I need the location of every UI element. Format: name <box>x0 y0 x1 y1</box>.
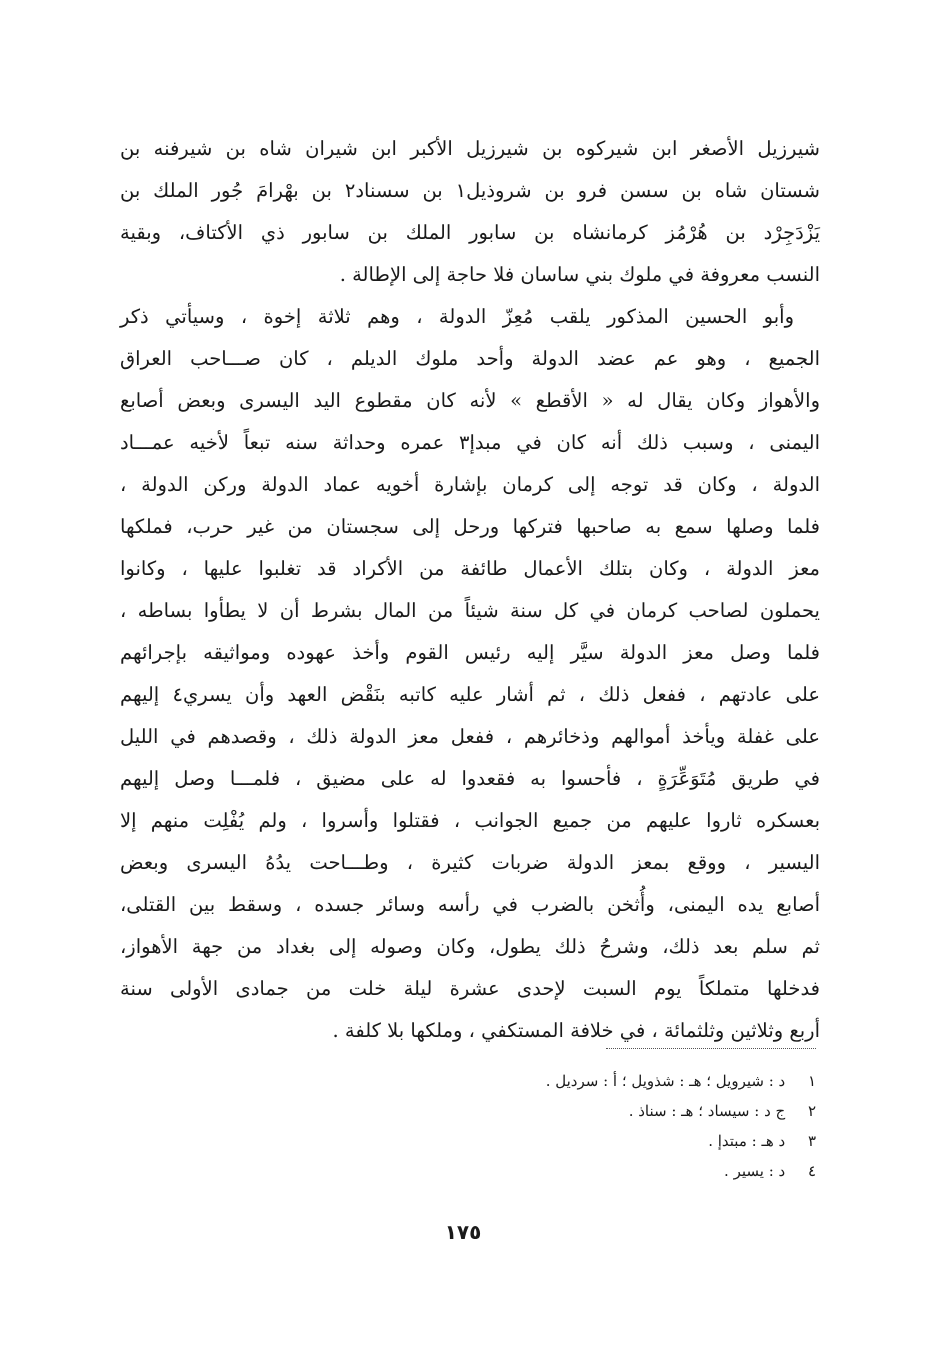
footnote-text: د : شيرويل ؛ هـ : شذويل ؛ أ : سرديل . <box>545 1072 786 1090</box>
text-line: أصابع يده اليمنى، وأُثخن بالضرب في رأسه وسائر جسده ، وسقط بين القتلى، <box>120 893 820 916</box>
footnote-divider <box>606 1048 816 1049</box>
text-line: وأبو الحسين المذكور يلقب مُعِزّ الدولة ، وهم ثلاثة إخوة ، وسيأتي ذكر <box>120 305 794 328</box>
text-line: اليمنى ، وسبب ذلك أنه كان في مبدإ٣ عمره وحداثة سنه تبعاً لأخيه عمـــاد <box>120 431 820 454</box>
page-number: ١٧٥ <box>444 1220 482 1244</box>
main-text <box>120 128 820 1052</box>
text-line: فدخلها متملكاً يوم السبت لإحدى عشرة ليلة خلت من جمادى الأولى سنة <box>120 977 820 1000</box>
footnote-number: ٤ <box>807 1162 816 1180</box>
footnote-text: د : يسير . <box>724 1162 786 1180</box>
text-line: الجميع ، وهو عم عضد الدولة وأحد ملوك الديلم ، كان صـــاحب العراق <box>120 347 820 370</box>
text-line: اليسير ، ووقع بمعز الدولة ضربات كثيرة ، وطـــاحت يدُهُ اليسرى وبعض <box>120 851 820 874</box>
text-line: شيرزيل الأصغر ابن شيركوه بن شيرزيل الأكبر ابن شيران شاه بن شيرفنه بن <box>120 137 820 160</box>
text-line: النسب معروفة في ملوك بني ساسان فلا حاجة إلى الإطالة . <box>339 263 820 286</box>
text-line: فلما وصلها سمع به صاحبها فتركها ورحل إلى سجستان من غير حرب، فملكها <box>120 515 820 538</box>
text-line: يحملون لصاحب كرمان في كل سنة شيئاً من المال بشرط أن لا يطأوا بساطه ، <box>120 599 820 622</box>
footnote-number: ٢ <box>807 1102 816 1120</box>
text-line: والأهواز وكان يقال له « الأقطع » لأنه كان مقطوع اليد اليسرى وبعض أصابع <box>120 389 820 412</box>
text-line: على عادتهم ، ففعل ذلك ، ثم أشار عليه كاتبه بنَقْض العهد وأن يسري٤ إليهم <box>120 683 820 706</box>
text-line: معز الدولة ، وكان بتلك الأعمال طائفة من الأكراد قد تغلبوا عليها ، وكانوا <box>120 557 820 580</box>
footnote <box>400 1096 816 1126</box>
text-line: ثم سلم بعد ذلك، وشرحُ ذلك يطول، وكان وصوله إلى بغداد من جهة الأهواز، <box>120 935 820 958</box>
text-line: على غفلة ويأخذ أموالهم وذخائرهم ، ففعل معز الدولة ذلك ، وقصدهم في الليل <box>120 725 820 748</box>
footnote-text: ج د : سيساد ؛ هـ : سناذ . <box>628 1102 786 1120</box>
text-line: فلما وصل معز الدولة سيَّر إليه رئيس القوم وأخذ عهوده ومواثيقه بإجرائهم <box>120 641 820 664</box>
text-line: يَزْدَجِرْد بن هُرْمُز كرمانشاه بن سابور الملك بن سابور ذي الأكتاف، وبقية <box>120 221 820 244</box>
text-line: بعسكره ثاروا عليهم من جميع الجوانب ، فقتلوا وأسروا ، ولم يُفْلِت منهم إلا <box>120 809 820 832</box>
footnote-number: ١ <box>807 1072 816 1090</box>
footnote <box>400 1126 816 1156</box>
footnote-text: د هـ : مبتدإ . <box>708 1132 786 1150</box>
footnote <box>400 1156 816 1186</box>
footnote <box>400 1066 816 1096</box>
footnotes <box>400 1066 816 1186</box>
footnote-number: ٣ <box>807 1132 816 1150</box>
text-line: أربع وثلاثين وثلثمائة ، في خلافة المستكفي ، وملكها بلا كلفة . <box>332 1019 820 1042</box>
text-line: شستان شاه بن سسن فرو بن شروذيل١ بن سسناد٢ بن بهْرامَ جُور الملك بن <box>120 179 820 202</box>
text-line: الدولة ، وكان قد توجه إلى كرمان بإشارة أخويه عماد الدولة وركن الدولة ، <box>120 473 820 496</box>
text-line: في طريق مُتَوَعِّرَةٍ ، فأحسوا به فقعدوا له على مضيق ، فلمـــا وصل إليهم <box>120 767 820 790</box>
